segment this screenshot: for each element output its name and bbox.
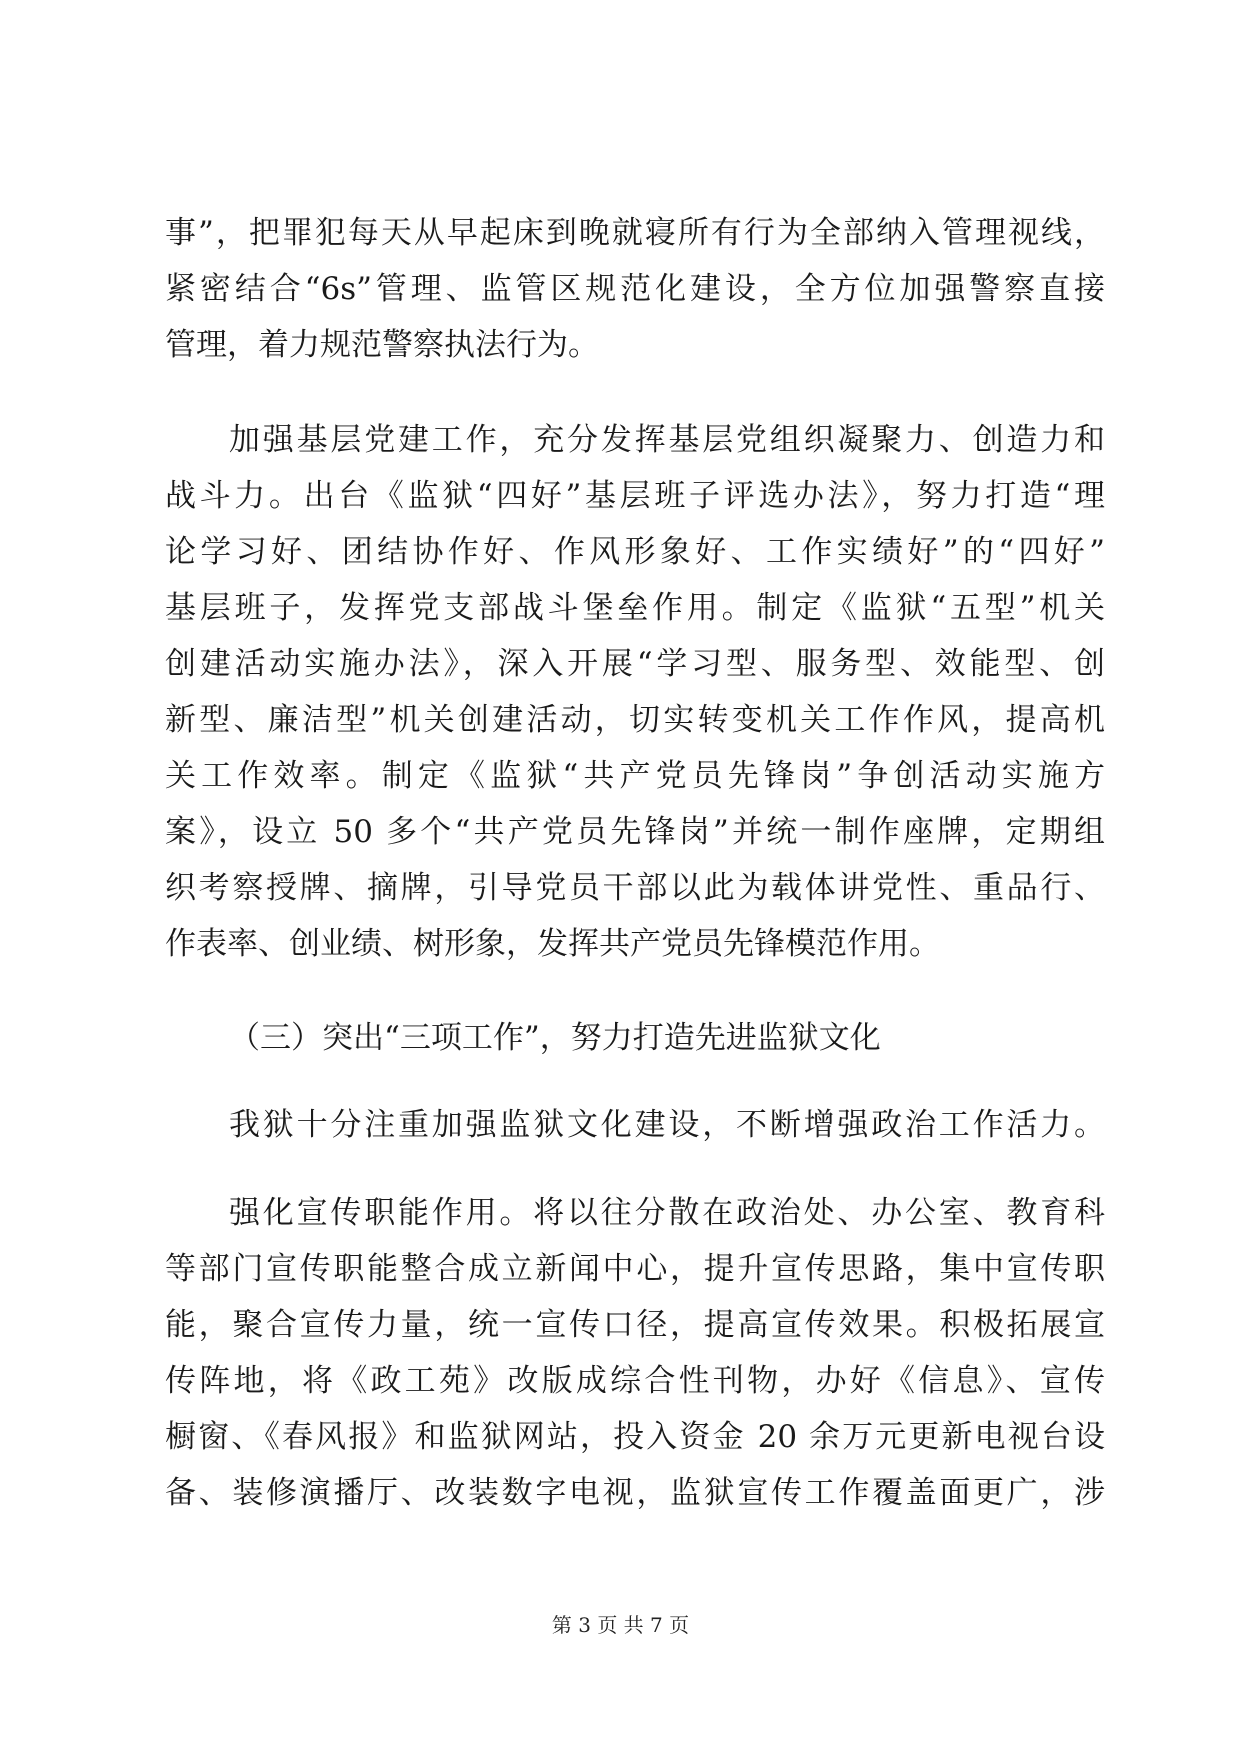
paragraph-first-line: 强化宣传职能作用。将以往分散在政治处、办公室、教育科 bbox=[229, 1195, 1105, 1231]
text-line: 管理，着力规范警察执法行为。 bbox=[165, 327, 599, 363]
text-line: 作表率、创业绩、树形象，发挥共产党员先锋模范作用。 bbox=[165, 926, 940, 962]
text-line: 新型、廉洁型”机关创建活动，切实转变机关工作作风，提高机 bbox=[165, 702, 1105, 738]
text-line: 备、装修演播厅、改装数字电视，监狱宣传工作覆盖面更广，涉 bbox=[165, 1475, 1105, 1511]
text-line: 紧密结合“6s”管理、监管区规范化建设，全方位加强警察直接 bbox=[165, 271, 1105, 307]
text-line: 事”，把罪犯每天从早起床到晚就寝所有行为全部纳入管理视线， bbox=[165, 215, 1105, 251]
text-line: 能，聚合宣传力量，统一宣传口径，提高宣传效果。积极拓展宣 bbox=[165, 1307, 1105, 1343]
text-line: 战斗力。出台《监狱“四好”基层班子评选办法》，努力打造“理 bbox=[165, 478, 1105, 514]
section-heading: （三）突出“三项工作”，努力打造先进监狱文化 bbox=[229, 1020, 881, 1056]
text-line: 传阵地，将《政工苑》改版成综合性刊物，办好《信息》、宣传 bbox=[165, 1363, 1105, 1399]
text-line: 橱窗、《春风报》和监狱网站，投入资金 20 余万元更新电视台设 bbox=[165, 1419, 1105, 1455]
text-line: 论学习好、团结协作好、作风形象好、工作实绩好”的“四好” bbox=[165, 534, 1105, 570]
text-line: 案》，设立 50 多个“共产党员先锋岗”并统一制作座牌，定期组 bbox=[165, 814, 1105, 850]
paragraph-first-line: 加强基层党建工作，充分发挥基层党组织凝聚力、创造力和 bbox=[229, 422, 1105, 458]
text-line: 创建活动实施办法》，深入开展“学习型、服务型、效能型、创 bbox=[165, 646, 1105, 682]
paragraph-first-line: 我狱十分注重加强监狱文化建设，不断增强政治工作活力。 bbox=[229, 1107, 1105, 1143]
text-line: 关工作效率。制定《监狱“共产党员先锋岗”争创活动实施方 bbox=[165, 758, 1105, 794]
page-number-footer: 第 3 页 共 7 页 bbox=[551, 1613, 690, 1637]
text-line: 织考察授牌、摘牌，引导党员干部以此为载体讲党性、重品行、 bbox=[165, 870, 1105, 906]
text-line: 等部门宣传职能整合成立新闻中心，提升宣传思路，集中宣传职 bbox=[165, 1251, 1105, 1287]
text-line: 基层班子，发挥党支部战斗堡垒作用。制定《监狱“五型”机关 bbox=[165, 590, 1105, 626]
